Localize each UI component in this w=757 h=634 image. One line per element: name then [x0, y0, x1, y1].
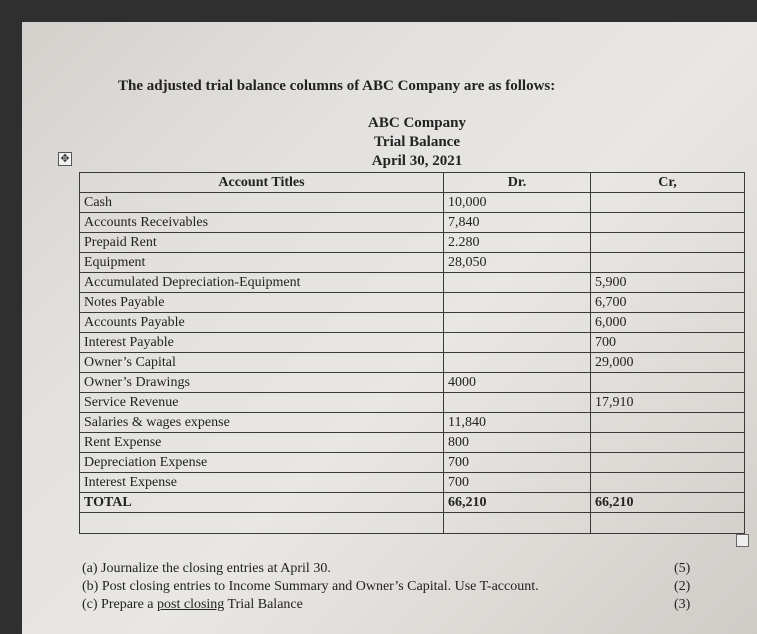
credit-cell: 700 — [591, 333, 745, 353]
account-title-cell: Depreciation Expense — [80, 453, 444, 473]
table-header-row — [80, 173, 745, 193]
account-title-cell: Service Revenue — [80, 393, 444, 413]
header-debit: Dr. — [444, 173, 591, 193]
debit-cell: 700 — [444, 473, 591, 493]
table-row — [80, 213, 745, 233]
intro-text: The adjusted trial balance columns of ABC Company are as follows: — [118, 78, 556, 94]
debit-cell: 11,840 — [444, 413, 591, 433]
table-row — [80, 473, 745, 493]
debit-cell — [444, 273, 591, 293]
marks-list — [674, 560, 690, 614]
blank-cell — [444, 513, 591, 534]
debit-cell — [444, 393, 591, 413]
table-row — [80, 453, 745, 473]
table-row — [80, 333, 745, 353]
account-title-cell: Prepaid Rent — [80, 233, 444, 253]
trial-balance-table — [79, 172, 745, 534]
blank-row — [80, 513, 745, 534]
debit-cell: 700 — [444, 453, 591, 473]
credit-cell: 29,000 — [591, 353, 745, 373]
company-name: ABC Company — [368, 115, 466, 131]
report-title: Trial Balance — [374, 134, 460, 150]
debit-cell: 7,840 — [444, 213, 591, 233]
marks-b: (2) — [674, 579, 691, 594]
table-row — [80, 433, 745, 453]
total-debit: 66,210 — [444, 493, 591, 513]
credit-cell — [591, 473, 745, 493]
marks-a: (5) — [674, 561, 691, 576]
header-credit: Cr, — [591, 173, 745, 193]
account-title-cell: Cash — [80, 193, 444, 213]
credit-cell: 17,910 — [591, 393, 745, 413]
account-title-cell: Owner’s Capital — [80, 353, 444, 373]
credit-cell — [591, 193, 745, 213]
account-title-cell: Interest Payable — [80, 333, 444, 353]
debit-cell: 2.280 — [444, 233, 591, 253]
credit-cell — [591, 233, 745, 253]
account-title-cell: Equipment — [80, 253, 444, 273]
debit-cell: 4000 — [444, 373, 591, 393]
credit-cell — [591, 453, 745, 473]
question-a: (a) Journalize the closing entries at April 30. — [82, 561, 331, 576]
blank-cell — [591, 513, 745, 534]
document-page — [22, 22, 757, 634]
header-account-titles: Account Titles — [80, 173, 444, 193]
post-closing-underlined: post closing — [157, 597, 225, 612]
table-row — [80, 313, 745, 333]
total-credit: 66,210 — [591, 493, 745, 513]
account-title-cell: Accounts Receivables — [80, 213, 444, 233]
credit-cell: 5,900 — [591, 273, 745, 293]
table-move-handle-icon[interactable]: ✥ — [58, 152, 72, 166]
question-c: (c) Prepare a post closing Trial Balance — [82, 597, 303, 612]
debit-cell: 10,000 — [444, 193, 591, 213]
table-row — [80, 273, 745, 293]
blank-cell — [80, 513, 444, 534]
question-b: (b) Post closing entries to Income Summary and Owner’s Capital. Use T-account. — [82, 579, 539, 594]
table-body — [80, 193, 745, 493]
table-row — [80, 233, 745, 253]
debit-cell — [444, 353, 591, 373]
total-row — [80, 493, 745, 513]
account-title-cell: Interest Expense — [80, 473, 444, 493]
debit-cell: 28,050 — [444, 253, 591, 273]
total-label: TOTAL — [80, 493, 444, 513]
credit-cell — [591, 433, 745, 453]
account-title-cell: Accounts Payable — [80, 313, 444, 333]
marks-c: (3) — [674, 597, 691, 612]
credit-cell — [591, 373, 745, 393]
table-row — [80, 193, 745, 213]
credit-cell — [591, 413, 745, 433]
account-title-cell: Accumulated Depreciation-Equipment — [80, 273, 444, 293]
credit-cell: 6,000 — [591, 313, 745, 333]
report-date: April 30, 2021 — [371, 153, 463, 169]
table-row — [80, 353, 745, 373]
questions-list — [82, 560, 539, 614]
debit-cell: 800 — [444, 433, 591, 453]
credit-cell: 6,700 — [591, 293, 745, 313]
credit-cell — [591, 213, 745, 233]
table-row — [80, 293, 745, 313]
table-resize-handle[interactable] — [736, 534, 749, 547]
table-row — [80, 393, 745, 413]
table-row — [80, 253, 745, 273]
debit-cell — [444, 293, 591, 313]
table-row — [80, 373, 745, 393]
debit-cell — [444, 313, 591, 333]
account-title-cell: Salaries & wages expense — [80, 413, 444, 433]
account-title-cell: Notes Payable — [80, 293, 444, 313]
debit-cell — [444, 333, 591, 353]
table-row — [80, 413, 745, 433]
credit-cell — [591, 253, 745, 273]
account-title-cell: Rent Expense — [80, 433, 444, 453]
account-title-cell: Owner’s Drawings — [80, 373, 444, 393]
